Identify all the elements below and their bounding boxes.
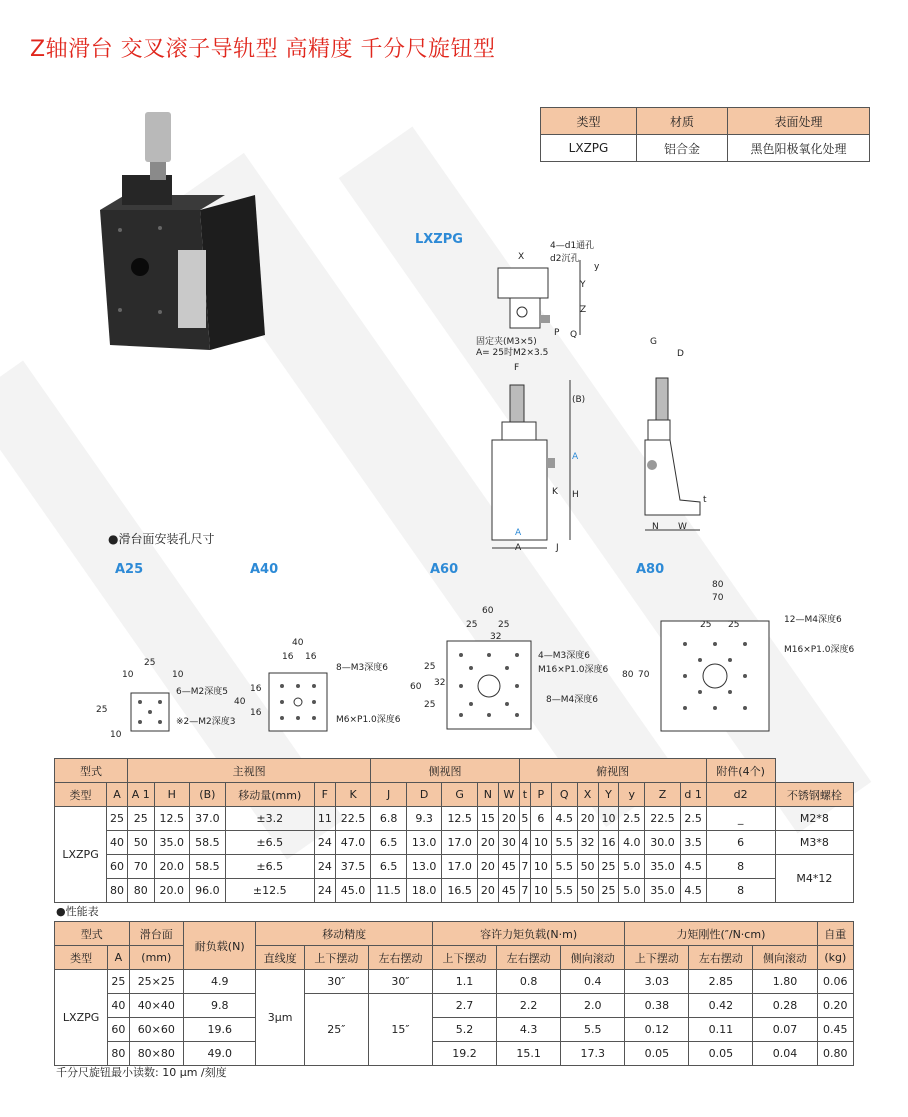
label-a-bottom: A: [515, 543, 522, 553]
dim-a60-25b: 25: [498, 620, 510, 630]
spec-col-header: 移动量(mm): [225, 783, 314, 807]
perf-cell: 0.06: [817, 970, 853, 994]
spec-table: [54, 758, 854, 903]
spec-cell: 25: [107, 807, 128, 831]
spec-cell: 37.0: [190, 807, 226, 831]
label-g: G: [650, 337, 657, 347]
perf-cell: 0.28: [753, 994, 817, 1018]
perf-cell: 0.04: [753, 1042, 817, 1066]
spec-cell: 6.5: [371, 831, 407, 855]
perf-h-moment: 容许力矩负载(N·m): [433, 922, 625, 946]
spec-cell: 80: [128, 879, 155, 903]
spec-cell: 11.5: [371, 879, 407, 903]
perf-h-table: 滑台面: [129, 922, 183, 946]
spec-d2: 6: [706, 831, 775, 855]
perf-cell: 25×25: [129, 970, 183, 994]
perf-col-header: 左右摆动: [497, 946, 561, 970]
spec-cell: 50: [577, 879, 598, 903]
spec-cell: 7: [519, 855, 530, 879]
perf-yaw: 15″: [368, 994, 432, 1066]
front-view-drawing: [480, 360, 580, 555]
perf-h-weight: 自重: [817, 922, 853, 946]
note-a60-m2: M16×P1.0深度6: [538, 665, 609, 675]
dim-a60-v25a: 25: [424, 662, 436, 672]
perf-cell: 9.8: [184, 994, 256, 1018]
spec-cell: 40: [107, 831, 128, 855]
dim-a80-70: 70: [712, 593, 724, 603]
perf-cell: 5.2: [433, 1018, 497, 1042]
label-d2: d2沉孔: [550, 254, 580, 264]
label-y: Y: [580, 280, 586, 290]
cell-type: LXZPG: [541, 135, 637, 162]
spec-bolt: M3*8: [775, 831, 853, 855]
perf-cell: 2.7: [433, 994, 497, 1018]
perf-cell: 3.03: [625, 970, 689, 994]
spec-d2: 8: [706, 855, 775, 879]
size-label-a60: A60: [430, 562, 459, 577]
cell-surface: 黑色阳极氧化处理: [728, 135, 870, 162]
perf-col-header: 直线度: [256, 946, 304, 970]
perf-cell: 40×40: [129, 994, 183, 1018]
spec-col-header: H: [154, 783, 190, 807]
page-title: Z轴滑台 交叉滚子导轨型 高精度 千分尺旋钮型: [30, 37, 496, 62]
spec-cell: 96.0: [190, 879, 226, 903]
spec-cell: 20.0: [154, 855, 190, 879]
spec-col-header: d2: [706, 783, 775, 807]
perf-cell: 60×60: [129, 1018, 183, 1042]
perf-col-header: 类型: [55, 946, 108, 970]
spec-cell: 20: [498, 807, 519, 831]
spec-col-header: X: [577, 783, 598, 807]
perf-pitch: 30″: [304, 970, 368, 994]
spec-col-header: K: [335, 783, 371, 807]
perf-cell: 19.6: [184, 1018, 256, 1042]
spec-cell: 20: [477, 855, 498, 879]
spec-cell: 10: [598, 807, 619, 831]
spec-cell: 13.0: [406, 855, 442, 879]
spec-cell: 16: [598, 831, 619, 855]
header-surface: 表面处理: [728, 108, 870, 135]
spec-cell: 4.5: [551, 807, 577, 831]
label-b: (B): [572, 395, 586, 405]
dim-a60-60: 60: [482, 606, 494, 616]
dim-a25-v10: 10: [110, 730, 122, 740]
dim-a60-25a: 25: [466, 620, 478, 630]
perf-cell: 40: [108, 994, 129, 1018]
footnote: 千分尺旋钮最小读数: 10 μm /刻度: [56, 1066, 227, 1079]
spec-cell: 5.5: [551, 855, 577, 879]
perf-col-header: 侧向滚动: [753, 946, 817, 970]
spec-h-main: 主视图: [128, 759, 371, 783]
spec-col-header: t: [519, 783, 530, 807]
note-a80-m1: 12—M4深度6: [784, 615, 842, 625]
spec-col-header: W: [498, 783, 519, 807]
spec-cell: 12.5: [442, 807, 478, 831]
spec-row: [55, 879, 854, 903]
spec-cell: 17.0: [442, 855, 478, 879]
spec-cell: 24: [314, 855, 335, 879]
spec-col-header: A: [107, 783, 128, 807]
spec-row: [55, 831, 854, 855]
spec-cell: 24: [314, 879, 335, 903]
spec-cell: 25: [598, 855, 619, 879]
perf-cell: 0.07: [753, 1018, 817, 1042]
spec-cell: 5.5: [551, 831, 577, 855]
perf-col-header: 左右摆动: [689, 946, 753, 970]
spec-col-header: P: [530, 783, 551, 807]
note-a25-m2: ※2—M2深度3: [176, 717, 236, 727]
spec-col-header: A 1: [128, 783, 155, 807]
perf-cell: 0.45: [817, 1018, 853, 1042]
spec-col-header: Q: [551, 783, 577, 807]
label-q: Q: [570, 330, 578, 340]
spec-col-header: 类型: [55, 783, 107, 807]
dim-a40-40: 40: [292, 638, 304, 648]
spec-h-acc: 附件(4个): [706, 759, 775, 783]
spec-col-header: G: [442, 783, 478, 807]
material-table: [540, 107, 870, 162]
note-a60-m3: 8—M4深度6: [546, 695, 598, 705]
spec-cell: 20: [477, 879, 498, 903]
spec-bolt: M4*12: [775, 855, 853, 903]
spec-col-header: N: [477, 783, 498, 807]
spec-cell: 20: [577, 807, 598, 831]
perf-row: [55, 1042, 854, 1066]
spec-cell: 5.0: [619, 879, 645, 903]
dim-a60-v32: 32: [434, 678, 446, 688]
perf-cell: 5.5: [561, 1018, 625, 1042]
spec-cell: 35.0: [154, 831, 190, 855]
perf-cell: 49.0: [184, 1042, 256, 1066]
perf-h-model: 型式: [55, 922, 130, 946]
perf-row: [55, 1018, 854, 1042]
spec-cell: ±12.5: [225, 879, 314, 903]
perf-col-header: 左右摆动: [368, 946, 432, 970]
dim-a80-v70: 70: [638, 670, 650, 680]
spec-col-header: D: [406, 783, 442, 807]
spec-cell: 6.5: [371, 855, 407, 879]
perf-col-header: 上下摆动: [304, 946, 368, 970]
perf-cell: 15.1: [497, 1042, 561, 1066]
perf-row: [55, 970, 854, 994]
spec-cell: 30: [498, 831, 519, 855]
spec-cell: 37.5: [335, 855, 371, 879]
spec-model: LXZPG: [55, 807, 107, 903]
perf-cell: 0.05: [625, 1042, 689, 1066]
mount-section-heading: ●滑台面安装孔尺寸: [108, 532, 215, 546]
spec-cell: 10: [530, 855, 551, 879]
dim-a80-80: 80: [712, 580, 724, 590]
dim-a60-32: 32: [490, 632, 502, 642]
perf-heading: ●性能表: [56, 905, 99, 918]
perf-cell: 0.11: [689, 1018, 753, 1042]
perf-col-header: 上下摆动: [433, 946, 497, 970]
dim-a80-25a: 25: [700, 620, 712, 630]
spec-cell: 2.5: [619, 807, 645, 831]
perf-col-header: (kg): [817, 946, 853, 970]
spec-cell: 2.5: [680, 807, 706, 831]
size-label-a25: A25: [115, 562, 144, 577]
perf-straightness: 3μm: [256, 970, 304, 1066]
perf-cell: 1.80: [753, 970, 817, 994]
spec-row: [55, 807, 854, 831]
spec-cell: 60: [107, 855, 128, 879]
label-x: X: [518, 252, 525, 262]
header-type: 类型: [541, 108, 637, 135]
spec-cell: 50: [577, 855, 598, 879]
size-label-a80: A80: [636, 562, 665, 577]
label-f: F: [514, 363, 520, 373]
perf-cell: 0.8: [497, 970, 561, 994]
spec-cell: 4.5: [680, 855, 706, 879]
note-a40-m1: 8—M3深度6: [336, 663, 388, 673]
cell-material: 铝合金: [637, 135, 728, 162]
spec-cell: 20: [477, 831, 498, 855]
plate-a80: [660, 620, 770, 732]
perf-col-header: A: [108, 946, 129, 970]
spec-cell: 4.0: [619, 831, 645, 855]
spec-cell: 80: [107, 879, 128, 903]
spec-cell: 58.5: [190, 831, 226, 855]
spec-cell: 50: [128, 831, 155, 855]
spec-cell: 15: [477, 807, 498, 831]
perf-cell: 2.2: [497, 994, 561, 1018]
spec-col-header: 不锈钢螺栓: [775, 783, 853, 807]
label-a-inner: A: [515, 528, 522, 538]
spec-cell: 17.0: [442, 831, 478, 855]
perf-cell: 0.80: [817, 1042, 853, 1066]
label-d: D: [677, 349, 684, 359]
spec-cell: 12.5: [154, 807, 190, 831]
perf-cell: 60: [108, 1018, 129, 1042]
spec-cell: 4.5: [680, 879, 706, 903]
perf-cell: 25: [108, 970, 129, 994]
spec-col-header: J: [371, 783, 407, 807]
perf-h-precision: 移动精度: [256, 922, 433, 946]
spec-d2: _: [706, 807, 775, 831]
perf-cell: 0.20: [817, 994, 853, 1018]
spec-cell: 10: [530, 831, 551, 855]
size-label-a40: A40: [250, 562, 279, 577]
perf-yaw: 30″: [368, 970, 432, 994]
dim-a25-10b: 10: [172, 670, 184, 680]
spec-col-header: y: [619, 783, 645, 807]
spec-cell: 5.5: [551, 879, 577, 903]
dim-a60-v25b: 25: [424, 700, 436, 710]
spec-cell: 22.5: [335, 807, 371, 831]
plate-a40: [268, 672, 328, 732]
spec-cell: 22.5: [645, 807, 681, 831]
spec-cell: 6.8: [371, 807, 407, 831]
spec-cell: 5.0: [619, 855, 645, 879]
label-j: J: [556, 543, 559, 553]
spec-cell: 9.3: [406, 807, 442, 831]
spec-cell: 10: [530, 879, 551, 903]
label-z: Z: [580, 305, 587, 315]
perf-row: [55, 994, 854, 1018]
dim-a40-v40: 40: [234, 697, 246, 707]
perf-cell: 4.3: [497, 1018, 561, 1042]
note-a80-m2: M16×P1.0深度6: [784, 645, 855, 655]
spec-col-header: d 1: [680, 783, 706, 807]
plate-a60: [446, 640, 532, 730]
spec-bolt: M2*8: [775, 807, 853, 831]
label-t: t: [703, 495, 707, 505]
perf-col-header: (mm): [129, 946, 183, 970]
header-material: 材质: [637, 108, 728, 135]
spec-cell: 32: [577, 831, 598, 855]
perf-col-header: 上下摆动: [625, 946, 689, 970]
spec-cell: 70: [128, 855, 155, 879]
label-a25-screw: A= 25时M2×3.5: [476, 348, 549, 358]
spec-h-side: 侧视图: [371, 759, 519, 783]
perf-cell: 17.3: [561, 1042, 625, 1066]
spec-cell: ±6.5: [225, 831, 314, 855]
spec-cell: 3.5: [680, 831, 706, 855]
perf-cell: 0.38: [625, 994, 689, 1018]
perf-cell: 0.05: [689, 1042, 753, 1066]
note-a40-m2: M6×P1.0深度6: [336, 715, 401, 725]
plate-a25: [130, 692, 170, 732]
spec-d2: 8: [706, 879, 775, 903]
perf-cell: 1.1: [433, 970, 497, 994]
perf-col-header: 侧向滚动: [561, 946, 625, 970]
model-label: LXZPG: [415, 232, 463, 247]
perf-h-rigidity: 力矩刚性(″/N·cm): [625, 922, 817, 946]
label-k: K: [552, 487, 558, 497]
spec-col-header: Z: [645, 783, 681, 807]
dim-a80-v80: 80: [622, 670, 634, 680]
spec-col-header: Y: [598, 783, 619, 807]
spec-cell: 25: [598, 879, 619, 903]
label-fix: 固定夹(M3×5): [476, 337, 537, 347]
product-photo: [90, 100, 280, 370]
label-n: N: [652, 522, 659, 532]
perf-cell: 0.4: [561, 970, 625, 994]
note-a60-m1: 4—M3深度6: [538, 651, 590, 661]
spec-cell: 11: [314, 807, 335, 831]
perf-cell: 0.12: [625, 1018, 689, 1042]
label-y-small: y: [594, 262, 600, 272]
dim-a80-25b: 25: [728, 620, 740, 630]
spec-cell: 47.0: [335, 831, 371, 855]
label-h: H: [572, 490, 579, 500]
label-d1: 4—d1通孔: [550, 241, 595, 251]
spec-cell: 5: [519, 807, 530, 831]
perf-table: [54, 921, 854, 1066]
spec-cell: 20.0: [154, 879, 190, 903]
spec-cell: 13.0: [406, 831, 442, 855]
perf-cell: 2.0: [561, 994, 625, 1018]
dim-a25-v25: 25: [96, 705, 108, 715]
spec-cell: 45.0: [335, 879, 371, 903]
spec-col-header: (B): [190, 783, 226, 807]
dim-a60-v60: 60: [410, 682, 422, 692]
spec-cell: 25: [128, 807, 155, 831]
spec-cell: 24: [314, 831, 335, 855]
spec-col-header: F: [314, 783, 335, 807]
spec-cell: ±6.5: [225, 855, 314, 879]
perf-cell: 4.9: [184, 970, 256, 994]
spec-cell: 4: [519, 831, 530, 855]
dim-a25-25: 25: [144, 658, 156, 668]
spec-h-model: 型式: [55, 759, 128, 783]
label-a: A: [572, 452, 579, 462]
spec-cell: 45: [498, 855, 519, 879]
dim-a40-v16a: 16: [250, 684, 262, 694]
perf-h-load: 耐负载(N): [184, 922, 256, 970]
perf-cell: 80: [108, 1042, 129, 1066]
label-p: P: [554, 328, 560, 338]
spec-cell: 7: [519, 879, 530, 903]
dim-a25-10a: 10: [122, 670, 134, 680]
perf-cell: 80×80: [129, 1042, 183, 1066]
perf-cell: 0.42: [689, 994, 753, 1018]
spec-cell: 6: [530, 807, 551, 831]
spec-cell: 35.0: [645, 879, 681, 903]
spec-cell: 16.5: [442, 879, 478, 903]
spec-cell: 30.0: [645, 831, 681, 855]
spec-cell: 35.0: [645, 855, 681, 879]
dim-a40-v16b: 16: [250, 708, 262, 718]
note-a25-m1: 6—M2深度5: [176, 687, 228, 697]
perf-model: LXZPG: [55, 970, 108, 1066]
perf-pitch: 25″: [304, 994, 368, 1066]
spec-cell: 58.5: [190, 855, 226, 879]
perf-cell: 2.85: [689, 970, 753, 994]
dim-a40-16b: 16: [305, 652, 317, 662]
spec-cell: 45: [498, 879, 519, 903]
spec-h-top: 俯视图: [519, 759, 706, 783]
dim-a40-16a: 16: [282, 652, 294, 662]
spec-cell: ±3.2: [225, 807, 314, 831]
spec-cell: 18.0: [406, 879, 442, 903]
perf-cell: 19.2: [433, 1042, 497, 1066]
side-view-drawing: [630, 340, 720, 540]
spec-row: [55, 855, 854, 879]
label-w: W: [678, 522, 687, 532]
